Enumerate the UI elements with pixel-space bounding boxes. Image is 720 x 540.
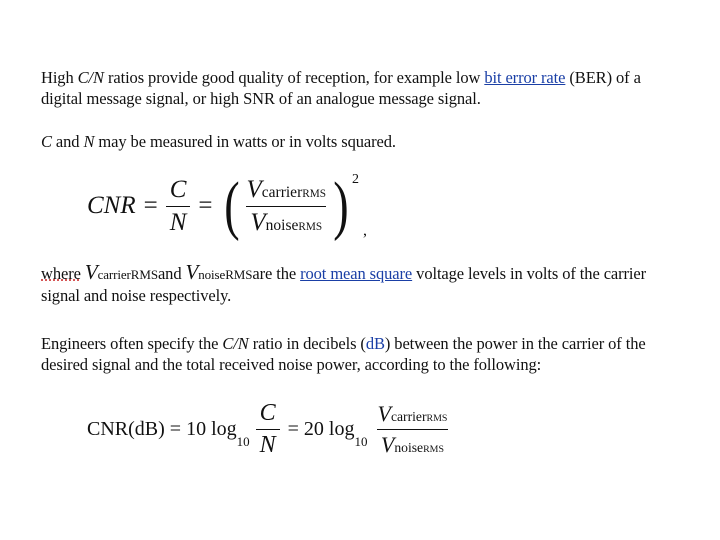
fraction-numerator: C [259, 399, 276, 426]
rms-subscript: RMS [426, 412, 448, 424]
noise-subscript: noise [265, 216, 299, 234]
root-mean-square-link[interactable]: root mean square [300, 264, 413, 283]
v-carrier-symbol: V [377, 400, 391, 426]
left-paren: ( [223, 169, 240, 242]
c-term: C [41, 132, 52, 151]
cn-ratio-term: C/N [222, 334, 249, 353]
noise-subscript: noise [394, 439, 424, 455]
c-over-n-fraction [256, 400, 280, 459]
twenty-log-term: = 20 log [287, 417, 355, 440]
v-carrier-rms-inline [85, 260, 158, 284]
v-noise-rms-inline [186, 260, 253, 284]
n-term: N [83, 132, 95, 151]
c-over-n-fraction [166, 176, 191, 237]
right-paren: ) [333, 169, 349, 242]
rms-subscript: RMS [298, 220, 323, 233]
text: ) between the power in the carrier of the desired signal and the total received noise power, according to the following: [41, 334, 646, 374]
text: (BER) of a digital message signal, or high SNR of an analogue message signal. [41, 68, 641, 108]
voltage-ratio-fraction [373, 401, 451, 458]
text: ratio in decibels ( [248, 334, 366, 353]
cn-ratio-term: C/N [77, 68, 104, 87]
paragraph-where [41, 262, 673, 306]
fraction-denominator: N [256, 429, 280, 459]
text: and [157, 264, 182, 283]
text: may be measured in watts or in volts squared. [94, 132, 396, 151]
text: Engineers often specify the [41, 334, 223, 353]
v-noise-symbol: V [380, 431, 395, 457]
log-base-subscript: 10 [354, 434, 368, 449]
bit-error-rate-link[interactable]: bit error rate [484, 68, 566, 87]
exponent: 2 [351, 172, 359, 187]
where-word: where [41, 264, 81, 283]
comma: , [362, 222, 367, 239]
decibel-link[interactable]: dB [365, 334, 385, 353]
paragraph-engineers [41, 333, 673, 375]
carrier-rms-subscript: carrierRMS [97, 267, 158, 282]
v-carrier-symbol: V [246, 175, 262, 203]
voltage-ratio-fraction [243, 176, 330, 237]
rms-subscript: RMS [423, 443, 444, 455]
cnr-equation [87, 166, 367, 246]
log-base-subscript: 10 [236, 434, 250, 449]
text: and [51, 132, 84, 151]
cnr-db-equation [87, 394, 451, 464]
carrier-subscript: carrier [261, 183, 303, 201]
paragraph-cn-quality [41, 67, 673, 109]
equals-sign: = [143, 192, 158, 219]
paragraph-units [41, 131, 673, 152]
fraction-denominator: N [166, 206, 191, 237]
v-symbol: V [185, 260, 199, 284]
text: are the [252, 264, 301, 283]
fraction-numerator: C [169, 175, 187, 203]
v-symbol: V [84, 260, 98, 284]
cnr-symbol: CNR [87, 192, 136, 219]
rms-subscript: RMS [302, 187, 326, 200]
equals-sign: = [198, 192, 213, 219]
text: voltage levels in volts of the carrier signal and noise respectively. [41, 264, 647, 305]
cnr-db-lhs: CNR(dB) = 10 log [87, 417, 237, 440]
text: ratios provide good quality of reception, for example low [103, 68, 485, 87]
carrier-subscript: carrier [390, 408, 427, 424]
text: High [41, 68, 78, 87]
noise-rms-subscript: noiseRMS [198, 267, 253, 282]
v-noise-symbol: V [250, 208, 266, 236]
